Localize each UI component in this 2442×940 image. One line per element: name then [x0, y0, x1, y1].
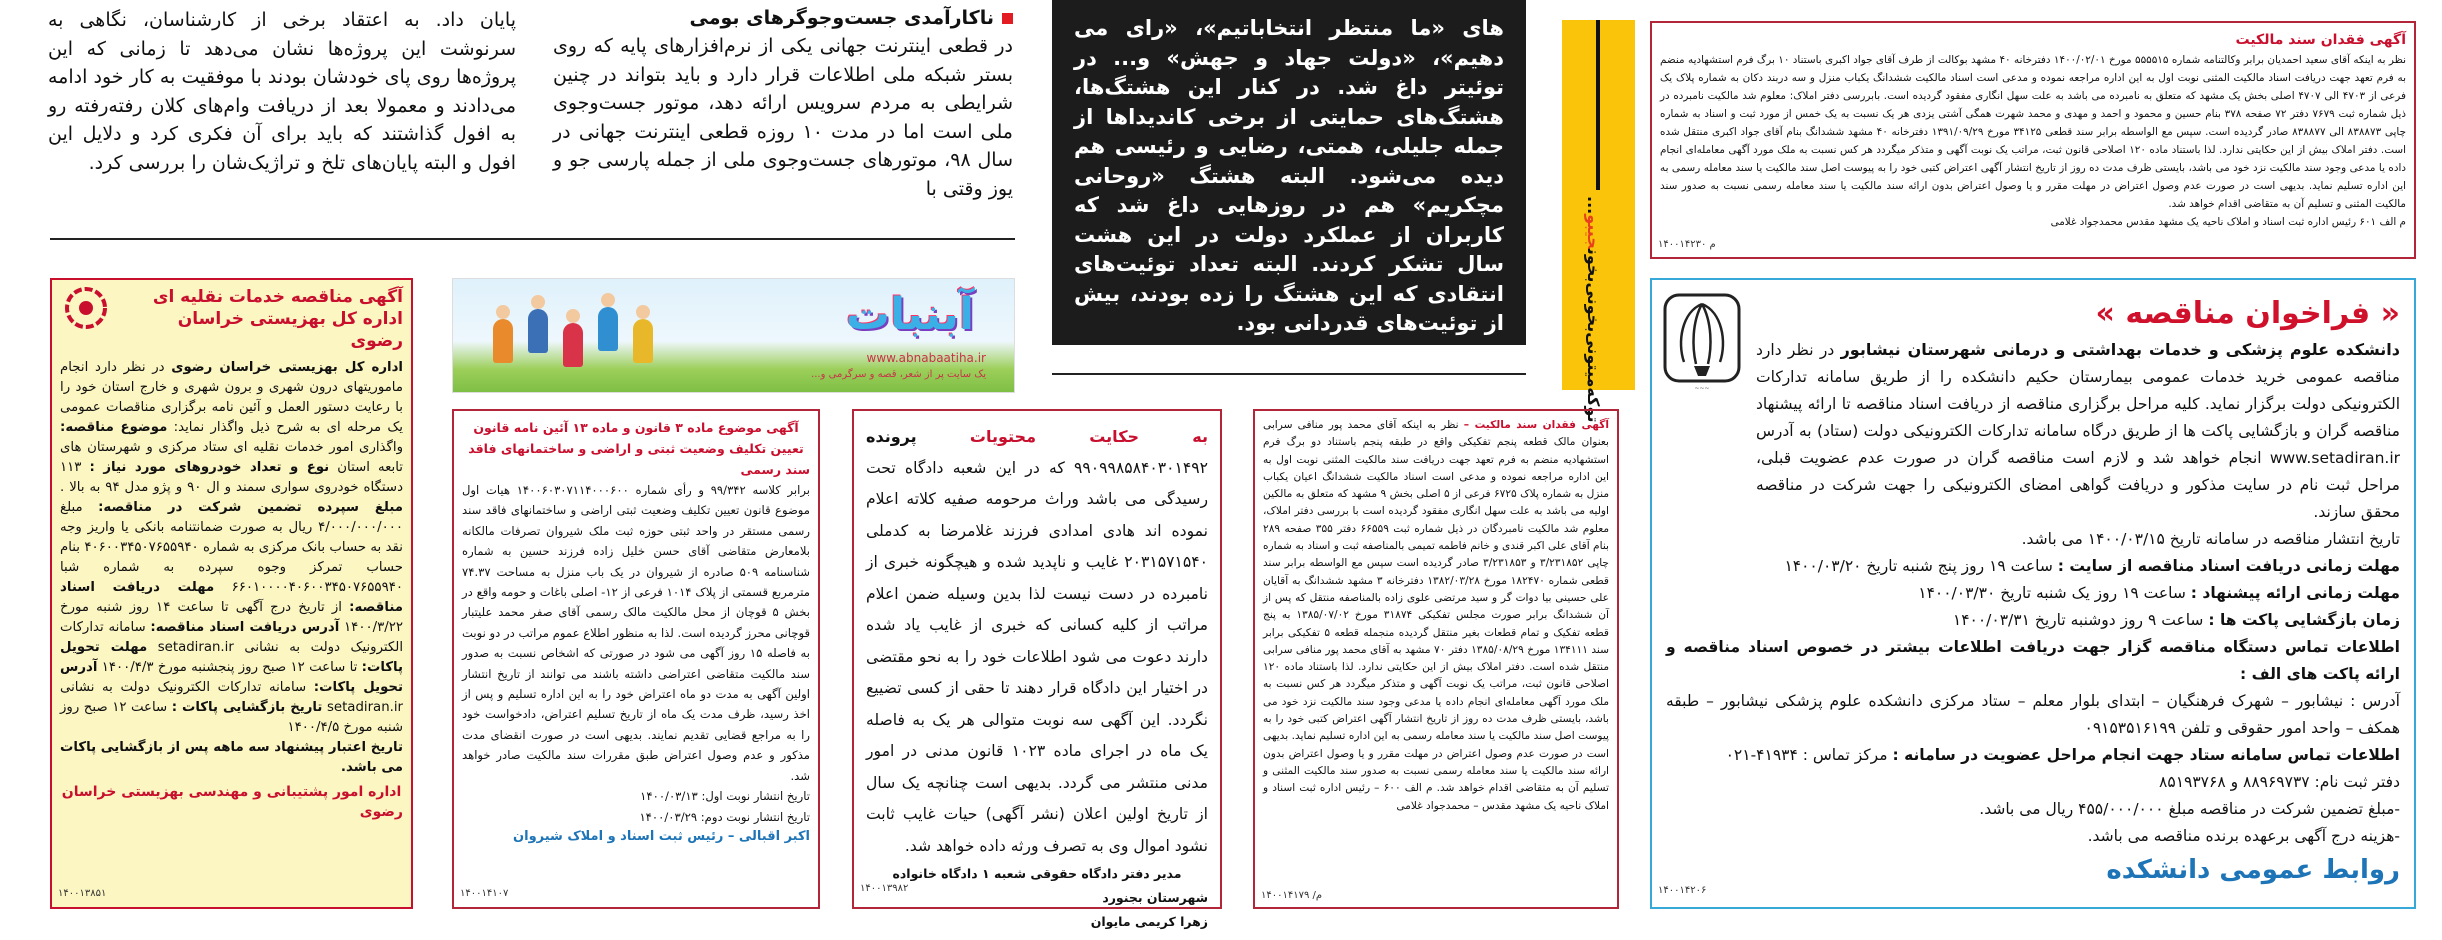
- tender-fee: -هزینه درج آگهی برعهده برنده مناقصه می باشد.: [2087, 827, 2400, 845]
- ad-behzisti-tender: [50, 278, 413, 909]
- ad-title: آگهی موضوع ماده ۳ قانون و ماده ۱۳ آئین نامه قانون تعیین تکلیف وضعیت ثبتی و اراضی و ساختمانهای فاقد سند رسمی: [468, 420, 810, 477]
- vertical-banner-strip: [1562, 20, 1635, 423]
- ad-item-value: سامانه تدارکات الکترونیک دولت به نشانی setadiran.ir: [60, 620, 404, 655]
- ad-title: [866, 421, 1208, 453]
- ad-signature: مدیر دفتر دادگاه حقوقی شعبه ۱ دادگاه خانواده شهرستان بجنورد: [892, 866, 1208, 905]
- ad-item-value: مبلغ ۴/۰۰۰/۰۰۰/۰۰۰ ریال به صورت ضمانتنامه بانکی یا واریز وجه نقد به حساب بانک مرکزی به شماره ۴۰۶۰۰۳۴۵۰۷۶۵۵۹۴۰ بنام حساب تمرکز وجوه سپرده به شماره شبا ۶۶۰۱۰۰۰۰۴۰۶۰۰۳۴۵۰۷۶۵۵۹۴۰: [60, 500, 403, 595]
- divider: [50, 238, 1015, 240]
- ad-organization: اداره کل بهزیستی خراسان رضوی: [171, 360, 403, 375]
- abnabat-banner[interactable]: [452, 278, 1015, 393]
- tender-item-label: مهلت زمانی ارائه پیشنهاد :: [2190, 584, 2400, 602]
- ad-signature: م الف ۶۰۱ رئیس اداره ثبت اسناد و املاک ناحیه یک مشهد مقدس محمدجواد غلامی: [2050, 216, 2406, 228]
- article-right-column: [553, 4, 1013, 203]
- title-word: پرونده: [866, 427, 917, 446]
- ad-land-registration: [452, 409, 820, 909]
- tender-item-label: زمان بازگشایی پاکت ها :: [2208, 611, 2400, 629]
- article-headline: [553, 4, 1013, 32]
- ad-body: برابر کلاسه ۹۹/۳۴۲ و رأی شماره ۱۴۰۰۶۰۳۰۷۱۱۴۰۰۰۶۰۰ هیات اول موضوع قانون تعیین تکلیف وضعیت ثبتی اراضی و ساختمانهای فاقد سند رسمی مستقر در واحد ثبتی حوزه ثبت ملک شیروان تصرفات مالکانه بلامعارض متقاضی آقای حسن خلیل زاده فرزند حسین به شماره شناسنامه ۵۰۹ صادره از شیروان در یک باب منزل به مساحت ۷۴.۳۷ مترمربع قسمتی از پلاک ۱۰۱۴ فرعی از ۱۲- اصلی باغات و حومه واقع در بخش ۵ قوچان از محل مالکیت مالک رسمی آقای صفر محمد علیتبار قوچانی محرز گردیده است. لذا به منظور اطلاع عموم مراتب در دو نوبت به فاصله ۱۵ روز آگهی می شود در صورتی که اشخاص نسبت به صدور سند مالکیت متقاضی اعتراضی داشته باشند می توانند از تاریخ انتشار اولین آگهی به مدت دو ماه اعتراض خود را به این اداره تسلیم و پس از اخذ رسید، ظرف مدت یک ماه از تاریخ تسلیم اعتراض، دادخواست خود را به مراجع قضایی تقدیم نمایند. بدیهی است در صورت انقضای مدت مذکور و عدم وصول اعتراض طبق مقررات سند مالکیت صادر خواهد شد.: [462, 483, 810, 783]
- tender-item: [1666, 580, 2400, 607]
- child-illustration: [528, 309, 548, 353]
- child-illustration: [563, 323, 583, 367]
- tender-setad-phone: مرکز تماس : ۴۱۹۳۴-۰۲۱: [1725, 746, 1888, 764]
- slogan-accent: جیبو: [1584, 214, 1603, 249]
- ad-code: ۱۴۰۰۱۴۱۰۷: [460, 887, 509, 899]
- ad-item-label: نوع و تعداد خودروهای مورد نیاز :: [89, 460, 330, 475]
- ad-item-value: ۱۱۳ دستگاه خودروی سواری سمند و ال ۹۰ و پژو مدل ۹۴ به بالا .: [60, 460, 403, 495]
- child-illustration: [598, 307, 618, 351]
- tender-item-value: ساعت ۱۹ روز پنج شنبه تاریخ ۱۴۰۰/۰۳/۲۰: [1784, 557, 2053, 575]
- article-body-right: در قطعی اینترنت جهانی یکی از نرم‌افزارهای پایه که روی بستر شبکه ملی اطلاعات قرار دارد و باید بتواند در چنین شرایطی به مردم سرویس ارائه دهد، موتور جست‌وجوی ملی است اما در مدت ۱۰ روزه قطعی اینترنت جهانی در سال ۹۸، موتورهای جست‌وجوی ملی از جمله پارسی جو و یوز وقتی با: [553, 35, 1013, 200]
- tender-organization: دانشکده علوم پزشکی و خدمات بهداشتی و درمانی شهرستان نیشابور: [1840, 340, 2400, 359]
- ad-code: ۱۴۰۰۱۴۲۰۶: [1658, 885, 1707, 896]
- ad-loss-of-deed-2: [1253, 409, 1619, 909]
- ad-body-text: نظر به اینکه آقای محمد پور منافی سرابی بعنوان مالک قطعه پنجم تفکیکی واقع در طبقه پنجم باستناد دو برگ فرم استشهادیه منضم به فرم تعهد جهت دریافت سند مالکیت المثنی نوبت اول به این اداره مراجعه نموده و مدعی است اسناد مالکیت ششدانگ اعیان یکباب منزل به شماره پلاک ۶۷۲۵ فرعی از ۵ اصلی بخش ۹ مشهد که متعلق به مالکین اولیه می باشد به علت سهل انگاری مفقود گردیده است با بررسی دفتر املاک، معلوم شد مالکیت نامبردگان در ذیل شماره ثبت ۶۶۵۵۹ دفتر ۳۵۵ صفحه ۲۸۹ بنام آقای علی اکبر قندی و خانم فاطمه تمیمی بالمناصفه ثبت و اسناد به شماره چاپی ۳/۲۳۱۸۵۲ و ۳/۲۳۱۸۵۳ صادر گردیده است سپس مع الواسطه برابر سند قطعی شماره ۱۸۲۴۷۰ مورخ ۱۳۸۲/۰۳/۲۸ دفترخانه ۳ مشهد ششدانگ به آقایان علی حسینی بیا دوات گر و سید مرتضی علوی زاده بالمناصفه منتقل که پس از آن ششدانگ برابر صورت مجلس تفکیکی ۳۱۸۷۴ مورخ ۱۳۸۵/۰۷/۰۲ به پنج قطعه تفکیک و تمام قطعات بغیر منتقل گردیده منجمله قطعه ۵ تفکیکی برابر سند ۱۳۴۱۱۱ مورخ ۱۳۸۵/۰۸/۲۹ دفتر ۷۰ مشهد به آقای محمد پور منافی سرابی منتقل شده است. دفتر املاک بیش از این حکایتی ندارد. لذا باستناد ماده ۱۲۰ اصلاحی قانون ثبت، مراتب یک نوبت آگهی و متذکر میگردد هر کس نسبت به ملک مورد آگهی معامله‌ای انجام داده یا مدعی وجود سند مالکیت نزد خود می باشد، بایستی ظرف مدت ده روز از تاریخ انتشار آگهی اعتراض کتبی خود را به پیوست اصل سند مالکیت یا سند معامله رسمی به این اداره تسلیم نماید. بدیهی است در صورت عدم وصول اعتراض در مهلت مقرر و یا وصول اعتراض بدون ارائه سند مالکیت یا سند معامله رسمی نسبت به صدور سند مالکیت المثنی و تسلیم آن به متقاضی اقدام خواهد شد. م الف ۶۰۰ – رئیس اداره ثبت اسناد و املاک ناحیه یک مشهد مقدس – محمدجواد غلامی: [1263, 419, 1610, 812]
- ad-date-first: تاریخ انتشار نوبت اول: ۱۴۰۰/۰۳/۱۳: [640, 789, 810, 804]
- divider: [1052, 373, 1526, 375]
- svg-text:~~~: ~~~: [1694, 385, 1710, 392]
- slogan-ellipsis: ...: [1584, 196, 1603, 215]
- ad-intro: [60, 358, 403, 738]
- tender-intro-text: در نظر دارد مناقصه عمومی خرید خدمات عمومی بیمارستان حکیم دانشکده را از طریق سامانه تدارکات الکترونیکی دولت برگزار نماید. کلیه مراحل برگزاری مناقصه از دریافت اسناد مناقصه تا ارائه پیشنهاد مناقصه گران و بازگشایی پاکت ها از طریق درگاه سامانه تدارکات الکترونیکی دولت (ستاد) به آدرس www.setadiran.ir انجام خواهد شد و لازم است مناقصه گران در صورت عدم عضویت قبلی، مراحل ثبت نام در سایت مذکور و دریافت گواهی امضای الکترونیکی را جهت شرکت در مناقصه محقق سازند.: [1756, 341, 2400, 521]
- banner-url[interactable]: www.abnabaatiha.ir: [866, 351, 986, 365]
- ad-item-label: مبلغ سپرده تضمین شرکت در مناقصه:: [98, 500, 403, 515]
- slogan-text: توکه‌میتونی‌بخونی‌بخون: [1584, 248, 1603, 423]
- tender-deposit: -مبلغ تضمین شرکت در مناقصه مبلغ ۴۵۵/۰۰۰/۰۰۰ ریال می باشد.: [1979, 800, 2400, 818]
- ad-signature: اکبر اقبالی – رئیس ثبت اسناد و املاک شیروان: [513, 828, 810, 844]
- ad-date-second: تاریخ انتشار نوبت دوم: ۱۴۰۰/۰۳/۲۹: [639, 809, 810, 824]
- behzisti-logo-icon: [64, 286, 108, 330]
- ad-tender-call: [1650, 278, 2416, 909]
- tender-title: « فراخوان مناقصه »: [2095, 296, 2400, 331]
- ad-body: نظر به اینکه آقای سعید احمدیان برابر وکالتنامه شماره ۵۵۵۵۱۵ مورخ ۱۴۰۰/۰۲/۰۱ دفترخانه ۴۰ مشهد بوکالت از طرف آقای جواد اکبری باستناد ۱۰ برگ فرم استشهادیه منضم به فرم تعهد جهت دریافت اسناد مالکیت المثنی نوبت اول به این اداره مراجعه نموده و مدعی است اسناد مالکیت ششدانگ یکباب منزل و سه دربند دکان به شماره پلاک یک فرعی از ۴۷۰۳ الی ۴۷۰۷ اصلی بخش یک مشهد که متعلق به نامبرده می باشد به علت سهل انگاری مفقود گردیده است. بابررسی دفتر املاک: معلوم شد مالکیت نامبرده در ذیل شماره ثبت ۷۶۷۹ دفتر ۷۲ صفحه ۳۷۸ بنام حسین و محمود و احمد و مهدی و محمد شهرت همگی آشتی یزدی هر یک نسبت به یک خمس از مورد ثبت و اسناد به شماره چاپی ۸۳۸۸۷۳ الی ۸۳۸۸۷۷ صادر گردیده است. سپس مع الواسطه برابر سند قطعی ۳۴۱۲۵ مورخ ۱۳۹۱/۰۹/۲۹ دفترخانه ۴۰ مشهد ششدانگ بنام آقای جواد اکبری منتقل شده است. دفتر املاک بیش از این حکایتی ندارد. لذا باستناد ماده ۱۲۰ اصلاحی قانون ثبت، مراتب یک نوبت آگهی و متذکر میگردد هر کس نسبت به ملک مورد آگهی معامله‌ای انجام داده یا مدعی وجود سند مالکیت نزد خود می باشد، بایستی ظرف مدت ده روز از تاریخ انتشار آگهی اعتراض کتبی خود را به پیوست اصل سند مالکیت یا سند معامله رسمی به این اداره تسلیم نماید. بدیهی است در صورت عدم وصول اعتراض در مهلت مقرر و یا وصول اعتراض بدون ارائه سند مالکیت یا سند معامله رسمی نسبت به صدور سند مالکیت المثنی و تسلیم آن به متقاضی اقدام خواهد شد.: [1660, 54, 2407, 210]
- highlight-text: های «ما منتظر انتخاباتیم»، «رای می دهیم»، «دولت جهاد و جهش» و... در توئیتر داغ شد. در کنار این هشتگ‌ها، هشتگ‌های حمایتی از برخی کاندیداها از جمله جلیلی، همتی، رضایی و رئیسی هم دیده می‌شود. البته هشتگ «روحانی مچکریم» هم در روزهایی داغ شد که کاربران از عملکرد دولت در این هشت سال تشکر کردند. البته تعداد توئیت‌های انتقادی که این هشتگ را زده بودند، بیش از توئیت‌های قدردانی بود.: [1074, 16, 1504, 335]
- tender-item-label: مهلت زمانی دریافت اسناد مناقصه از سایت :: [2057, 557, 2400, 575]
- ad-code: ۱۴۰۰۱۳۸۵۱: [58, 888, 107, 899]
- ad-footer: اداره امور پشتیبانی و مهندسی بهزیستی خراسان رضوی: [61, 784, 403, 820]
- headline-text: ناکارآمدی جست‌وجوگرهای بومی: [689, 7, 994, 29]
- ad-item-value: از تاریخ درج آگهی تا ساعت ۱۴ روز شنبه مورخ ۱۴۰۰/۳/۲۲: [60, 600, 403, 635]
- tender-item-value: ساعت ۹ روز دوشنبه تاریخ ۱۴۰۰/۰۳/۳۱: [1952, 611, 2204, 629]
- tender-address: آدرس : نیشابور – شهرک فرهنگیان – ابتدای بلوار معلم – ستاد مرکزی دانشکده علوم پزشکی نیشابور – طبقه همکف – واحد امور حقوقی و تلفن ۰۹۱۵۳۵۱۶۱۹۹: [1666, 692, 2400, 737]
- tender-item: [1666, 607, 2400, 634]
- tender-contact-heading: اطلاعات تماس دستگاه مناقصه گزار جهت دریافت اطلاعات بیشتر در خصوص اسناد مناقصه و ارائه پاکت های الف :: [1666, 638, 2400, 683]
- ad-code: ۱۴۰۰۱۴۲۳۰ م: [1658, 239, 1716, 250]
- ad-item-label: مهلت تحویل پاکات:: [60, 640, 404, 675]
- title-word: به: [1192, 427, 1208, 446]
- tender-setad-label: اطلاعات تماس سامانه ستاد جهت انجام مراحل عضویت در سامانه :: [1892, 746, 2400, 764]
- ad-body: [1263, 417, 1609, 815]
- vertical-slogan: [1584, 196, 1603, 422]
- tender-registry: دفتر ثبت نام: ۸۸۹۶۹۷۳۷ و ۸۵۱۹۳۷۶۸: [2159, 773, 2400, 791]
- ad-code: ۱۴۰۰۱۳۹۸۲: [860, 882, 909, 894]
- ad-item-label: موضوع مناقصه:: [60, 420, 168, 435]
- child-illustration: [633, 319, 653, 363]
- tender-footer: روابط عمومی دانشکده: [2106, 855, 2400, 885]
- ad-item-value: واگذاری امور خدمات نقلیه ای ستاد مرکزی و شهرستان های تابعه استان: [60, 440, 404, 475]
- article-left-column: پایان داد. به اعتقاد برخی از کارشناسان، نگاهی به سرنوشت این پروژه‌ها نشان می‌دهد تا زمانی که این پروژه‌ها روی پای خودشان بودند با موفقیت به کار خود ادامه می‌دادند و معمولا بعد از دریافت وام‌های کلان رفته‌رفته رو به افول گذاشتند که باید برای آن فکری کرد و دلایل این افول و البته پایان‌های تلخ و تراژیک‌شان را بررسی کرد.: [48, 9, 516, 174]
- ad-item-label: مهلت دریافت اسناد مناقصه:: [60, 580, 403, 615]
- child-illustration: [493, 319, 513, 363]
- ad-intro-text: در نظر دارد انجام ماموریتهای درون شهری و برون شهری و خارج استان خود را با رعایت دستور العمل و آئین نامه برگزاری مناقصات عمومی یک مرحله ای به شرح ذیل واگذار نماید:: [60, 360, 404, 435]
- ad-title: آگهی فقدان سند مالکیت –: [1463, 419, 1609, 431]
- banner-tagline: یک سایت پر از شعر، قصه و سرگرمی و...: [811, 369, 986, 380]
- bullet-square-icon: [1002, 13, 1013, 24]
- ad-body: ۹۹۰۹۹۸۵۸۴۰۳۰۱۴۹۲ که در این شعبه دادگاه تحت رسیدگی می باشد وراث مرحومه صفیه کلاته اعلام نموده اند هادی امدادی فرزند غلامرضا به کدملی ۲۰۳۱۵۷۱۵۴۰ غایب و ناپدید شده و هیچگونه خبری از نامبرده در دست نیست لذا بدین وسیله ضمن اعلام مراتب از کلیه کسانی که خبری از غایب یاد شده دارند دعوت می شود اطلاعات خود را به نحو مقتضی در اختیار این دادگاه قرار دهند تا حقی از کسی تضییع نگردد. این آگهی سه نوبت متوالی هر یک به فاصله یک ماه در اجرای ماده ۱۰۲۳ قانون مدنی در امور مدنی منتشر می گردد. بدیهی است چنانچه یک سال از تاریخ اولین اعلان (نشر آگهی) حیات غایب ثابت نشود اموال وی به تصرف ورثه داده خواهد شد.: [866, 458, 1208, 855]
- tender-publish-date: تاریخ انتشار مناقصه در سامانه تاریخ ۱۴۰۰/۰۳/۱۵ می باشد.: [2021, 530, 2400, 548]
- title-word: حکایت: [1089, 427, 1140, 446]
- ad-code: ۱۴۰۰۱۴۱۷۹ /م: [1261, 889, 1323, 901]
- ad-court-notice: [852, 409, 1222, 929]
- ad-title: آگهی فقدان سند مالکیت: [2235, 32, 2406, 48]
- tender-item-value: ساعت ۱۹ روز یک شنبه تاریخ ۱۴۰۰/۰۳/۳۰: [1918, 584, 2186, 602]
- highlight-box: [1052, 0, 1526, 345]
- tender-item: [1666, 553, 2400, 580]
- tender-intro: [1756, 336, 2400, 526]
- vertical-line: [1596, 20, 1600, 190]
- ad-signatory-name: زهرا کریمی مایوان: [1090, 914, 1208, 929]
- university-logo-icon: [1662, 292, 1742, 392]
- ad-loss-of-deed: [1650, 21, 2416, 259]
- ad-item-label: تاریخ بازگشایی پاکات :: [171, 700, 323, 715]
- ad-validity: تاریخ اعتبار پیشنهاد سه ماهه پس از بازگشایی پاکات می باشد.: [60, 740, 403, 775]
- ad-item-value: تا ساعت ۱۲ صبح روز پنجشنبه مورخ ۱۴۰۰/۴/۳: [101, 660, 358, 675]
- title-word: محتویات: [969, 427, 1036, 446]
- ad-title: آگهی مناقصه خدمات نقلیه ای اداره کل بهزیستی خراسان رضوی: [152, 287, 403, 351]
- ad-item-label: آدرس دریافت اسناد مناقصه:: [150, 620, 340, 635]
- ad-item-value: سامانه تدارکات الکترونیک دولت به نشانی setadiran.ir: [60, 680, 404, 715]
- abnabat-logo: آبنبات: [845, 289, 974, 340]
- ad-item-label: آدرس تحویل پاکات:: [60, 660, 403, 695]
- ad-item-value: ساعت ۱۲ صبح روز شنبه مورخ ۱۴۰۰/۴/۵: [60, 700, 403, 735]
